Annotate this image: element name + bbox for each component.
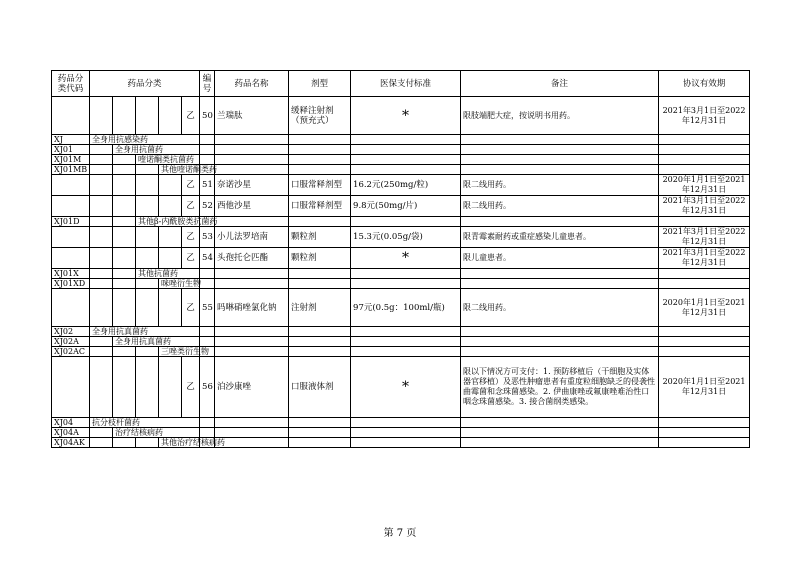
- note-cell: 限青霉素耐药或重症感染儿童患者。: [461, 227, 659, 248]
- category-label: 咪唑衍生物: [159, 279, 200, 289]
- grade-cell: 乙: [182, 227, 200, 248]
- table-row: [52, 97, 750, 135]
- category-code: XJ01M: [52, 155, 90, 165]
- form-cell: 注射剂: [289, 289, 351, 327]
- category-row: [52, 217, 750, 227]
- table-row: [52, 227, 750, 248]
- category-label: 治疗结核病药: [113, 428, 200, 438]
- category-label: 其他治疗结核病药: [159, 438, 200, 448]
- form-cell: 颗粒剂: [289, 248, 351, 269]
- category-row: [52, 135, 750, 145]
- period-cell: 2021年3月1日至2022年12月31日: [659, 248, 750, 269]
- category-code: XJ01X: [52, 269, 90, 279]
- header-code: 药品分类代码: [52, 71, 90, 97]
- category-label: 全身用抗感染药: [90, 135, 200, 145]
- category-label: 抗分枝杆菌药: [90, 418, 200, 428]
- period-cell: 2020年1月1日至2021年12月31日: [659, 289, 750, 327]
- form-cell: 口服常释剂型: [289, 175, 351, 196]
- category-code: XJ04AK: [52, 438, 90, 448]
- form-cell: 口服常释剂型: [289, 196, 351, 217]
- category-code: XJ02A: [52, 337, 90, 347]
- header-note: 备注: [461, 71, 659, 97]
- form-cell: 颗粒剂: [289, 227, 351, 248]
- category-code: XJ02AC: [52, 347, 90, 357]
- page-number: 第 7 页: [383, 528, 417, 539]
- category-row: [52, 337, 750, 347]
- table-row: [52, 289, 750, 327]
- standard-cell: *: [351, 357, 461, 418]
- table-row: [52, 175, 750, 196]
- standard-cell: *: [351, 97, 461, 135]
- number-cell: 56: [200, 357, 215, 418]
- header-period: 协议有效期: [659, 71, 750, 97]
- grade-cell: 乙: [182, 289, 200, 327]
- drug-name-cell: 兰瑞肽: [215, 97, 289, 135]
- period-cell: 2020年1月1日至2021年12月31日: [659, 175, 750, 196]
- drug-table: [51, 70, 750, 448]
- drug-name-cell: 西他沙星: [215, 196, 289, 217]
- drug-name-cell: 小儿法罗培南: [215, 227, 289, 248]
- drug-name-cell: 头孢托仑匹酯: [215, 248, 289, 269]
- category-row: [52, 165, 750, 175]
- header-standard: 医保支付标准: [351, 71, 461, 97]
- number-cell: 54: [200, 248, 215, 269]
- category-row: [52, 428, 750, 438]
- number-cell: 53: [200, 227, 215, 248]
- standard-cell: 16.2元(250mg/粒): [351, 175, 461, 196]
- category-row: [52, 438, 750, 448]
- drug-name-cell: 吗啉硝唑氯化钠: [215, 289, 289, 327]
- category-code: XJ01: [52, 145, 90, 155]
- table-row: [52, 196, 750, 217]
- header-form: 剂型: [289, 71, 351, 97]
- category-label: 三唑类衍生物: [159, 347, 200, 357]
- category-row: [52, 269, 750, 279]
- period-cell: 2020年1月1日至2021年12月31日: [659, 357, 750, 418]
- period-cell: 2021年3月1日至2022年12月31日: [659, 97, 750, 135]
- grade-cell: 乙: [182, 196, 200, 217]
- category-code: XJ04A: [52, 428, 90, 438]
- note-cell: 限儿童患者。: [461, 248, 659, 269]
- number-cell: 51: [200, 175, 215, 196]
- category-code: XJ01XD: [52, 279, 90, 289]
- category-row: [52, 347, 750, 357]
- period-cell: 2021年3月1日至2022年12月31日: [659, 227, 750, 248]
- category-row: [52, 145, 750, 155]
- grade-cell: 乙: [182, 357, 200, 418]
- drug-name-cell: 奈诺沙星: [215, 175, 289, 196]
- category-row: [52, 279, 750, 289]
- category-code: XJ04: [52, 418, 90, 428]
- standard-cell: 9.8元(50mg/片): [351, 196, 461, 217]
- category-code: XJ: [52, 135, 90, 145]
- grade-cell: 乙: [182, 97, 200, 135]
- note-cell: 限以下情况方可支付：1. 预防移植后（干细胞及实体器官移植）及恶性肿瘤患者有重度粒细胞缺乏的侵袭性曲霉菌和念珠菌感染。2. 伊曲康唑或氟康唑难治性口咽念珠菌感染。3. 接合菌纲类感染。: [461, 357, 659, 418]
- category-code: XJ01D: [52, 217, 90, 227]
- category-label: 其他喹诺酮类药: [159, 165, 200, 175]
- standard-cell: *: [351, 248, 461, 269]
- category-row: [52, 327, 750, 337]
- table-row: [52, 357, 750, 418]
- standard-cell: 15.3元(0.05g/袋): [351, 227, 461, 248]
- number-cell: 50: [200, 97, 215, 135]
- form-cell: 口服液体剂: [289, 357, 351, 418]
- note-cell: 限肢端肥大症，按说明书用药。: [461, 97, 659, 135]
- category-row: [52, 418, 750, 428]
- category-code: XJ02: [52, 327, 90, 337]
- table-row: [52, 248, 750, 269]
- drug-name-cell: 泊沙康唑: [215, 357, 289, 418]
- standard-cell: 97元(0.5g：100ml/瓶): [351, 289, 461, 327]
- grade-cell: 乙: [182, 248, 200, 269]
- category-row: [52, 155, 750, 165]
- category-code: XJ01MB: [52, 165, 90, 175]
- number-cell: 55: [200, 289, 215, 327]
- number-cell: 52: [200, 196, 215, 217]
- category-label: 喹诺酮类抗菌药: [136, 155, 200, 165]
- header-name: 药品名称: [215, 71, 289, 97]
- note-cell: 限二线用药。: [461, 175, 659, 196]
- category-label: 全身用抗真菌药: [90, 327, 200, 337]
- form-cell: 缓释注射剂（预充式）: [289, 97, 351, 135]
- category-label: 其他抗菌药: [136, 269, 200, 279]
- header-number: 编号: [200, 71, 215, 97]
- header-row: [52, 71, 750, 97]
- category-label: 其他β-内酰胺类抗菌药: [136, 217, 200, 227]
- header-category: 药品分类: [90, 71, 200, 97]
- category-label: 全身用抗真菌药: [113, 337, 200, 347]
- note-cell: 限二线用药。: [461, 289, 659, 327]
- note-cell: 限二线用药。: [461, 196, 659, 217]
- category-label: 全身用抗菌药: [113, 145, 200, 155]
- period-cell: 2021年3月1日至2022年12月31日: [659, 196, 750, 217]
- grade-cell: 乙: [182, 175, 200, 196]
